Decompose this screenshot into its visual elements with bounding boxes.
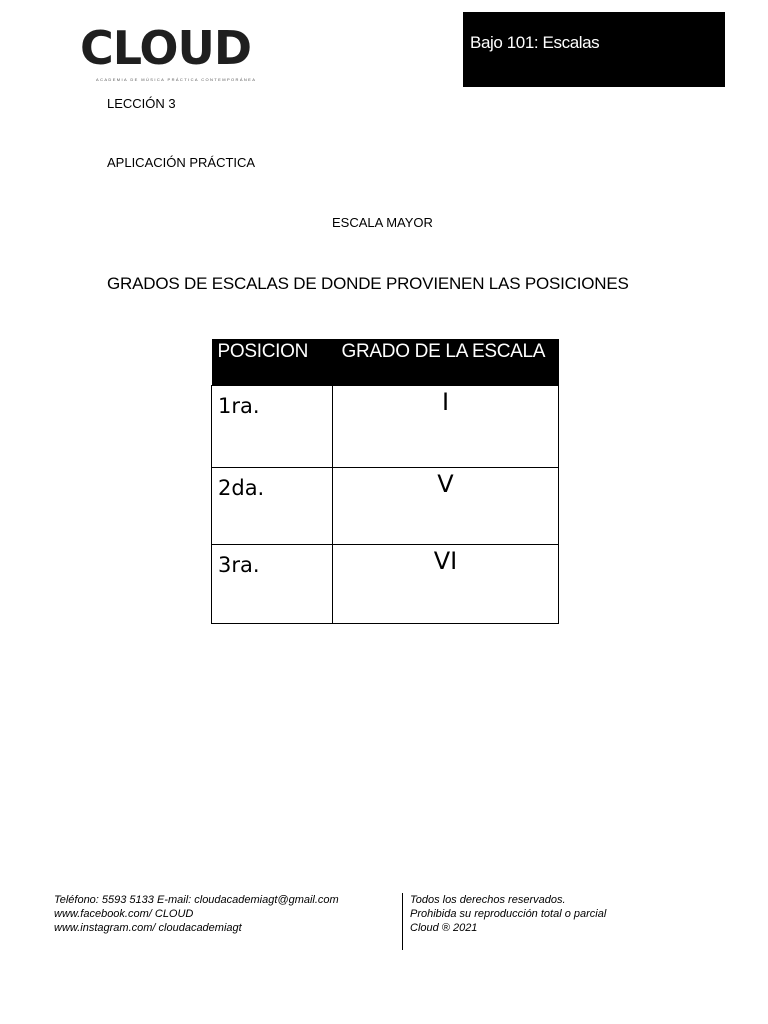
positions-table xyxy=(211,339,559,624)
footer-reproduction-line: Prohibida su reproducción total o parcial xyxy=(410,908,607,920)
footer-phone-email: Teléfono: 5593 5133 E-mail: cloudacademiagt@gmail.com xyxy=(54,894,339,906)
grades-heading: GRADOS DE ESCALAS DE DONDE PROVIENEN LAS POSICIONES xyxy=(107,274,629,293)
lesson-label: LECCIÓN 3 xyxy=(107,96,176,111)
header-position: POSICION xyxy=(212,339,333,386)
footer-facebook: www.facebook.com/ CLOUD xyxy=(54,908,194,920)
logo-wordmark: CLOUD xyxy=(80,21,252,75)
footer-rights xyxy=(410,893,606,935)
grade-cell: VI xyxy=(333,545,559,624)
footer-divider xyxy=(402,893,403,950)
table-row xyxy=(212,386,559,468)
footer-contact xyxy=(54,893,339,935)
grade-cell: V xyxy=(333,468,559,545)
position-cell: 3ra. xyxy=(212,545,333,624)
cloud-logo xyxy=(80,21,260,86)
grade-cell: I xyxy=(333,386,559,468)
application-heading: APLICACIÓN PRÁCTICA xyxy=(107,155,256,170)
scale-heading: ESCALA MAYOR xyxy=(332,215,433,230)
header-grade: GRADO DE LA ESCALA xyxy=(333,339,559,386)
table-row xyxy=(212,545,559,624)
position-cell: 2da. xyxy=(212,468,333,545)
footer-instagram: www.instagram.com/ cloudacademiagt xyxy=(54,922,242,934)
table-row xyxy=(212,468,559,545)
table-header-row xyxy=(212,339,559,386)
course-title: Bajo 101: Escalas xyxy=(470,33,600,52)
course-title-box xyxy=(463,12,725,87)
footer-rights-line: Todos los derechos reservados. xyxy=(410,894,566,906)
footer-copyright: Cloud ® 2021 xyxy=(410,922,478,934)
position-cell: 1ra. xyxy=(212,386,333,468)
logo-tagline: ACADEMIA DE MÚSICA PRÁCTICA CONTEMPORÁNEA xyxy=(96,77,257,82)
